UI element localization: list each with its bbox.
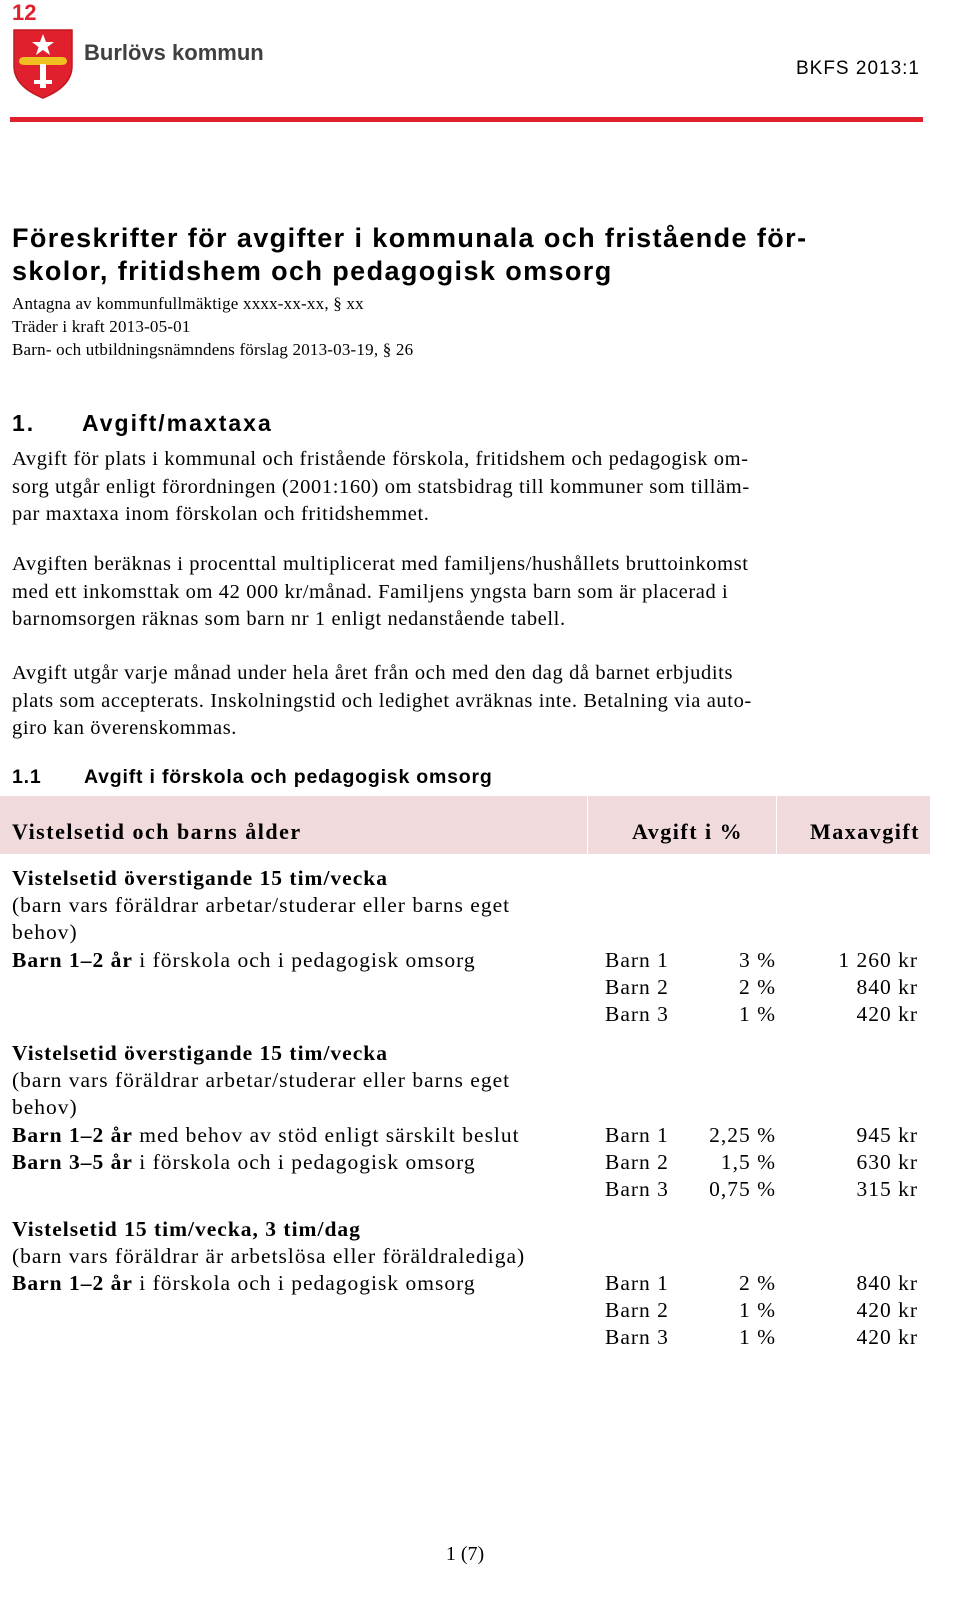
meta-proposal: Barn- och utbildningsnämndens förslag 2013-03-19, § 26 (12, 340, 414, 359)
burlov-coat-of-arms-logo (10, 26, 76, 100)
section-heading (12, 410, 273, 437)
max-fee: 630 kr (856, 1150, 918, 1174)
paragraph-line: plats som accepterats. Inskolningstid och ledighet avräknas inte. Betalning via auto- (12, 689, 752, 712)
document-title-line: skolor, fritidshem och pedagogisk omsorg (12, 256, 613, 286)
row-label (12, 1149, 476, 1176)
paragraph-line: barnomsorgen räknas som barn nr 1 enligt nedanstående tabell. (12, 608, 566, 630)
row-label-text: i förskola och i pedagogisk omsorg (132, 948, 476, 972)
document-id: BKFS 2013:1 (795, 58, 920, 79)
group-note: (barn vars föräldrar arbetar/studerar eller barns eget (12, 1068, 511, 1092)
paragraph (12, 660, 927, 743)
paragraph-line: med ett inkomsttak om 42 000 kr/månad. Familjens yngsta barn som är placerad i (12, 580, 729, 603)
child-number: Barn 1 (605, 1123, 669, 1147)
child-number: Barn 2 (605, 975, 669, 999)
child-number: Barn 2 (605, 1298, 669, 1322)
header-divider (10, 117, 923, 122)
subsection-heading (12, 766, 493, 789)
group-note: behov) (12, 920, 78, 944)
page-number: 12 (12, 0, 37, 25)
column-header-stay: Vistelsetid och barns ålder (12, 819, 302, 844)
row-label (12, 1122, 520, 1149)
child-number: Barn 3 (605, 1002, 669, 1026)
group-heading: Vistelsetid överstigande 15 tim/vecka (12, 866, 388, 890)
paragraph-line: par maxtaxa inom förskolan och fritidshemmet. (12, 503, 430, 525)
paragraph-line: sorg utgår enligt förordningen (2001:160) om statsbidrag till kommuner som tilläm- (12, 475, 750, 498)
fee-percent: 2 % (738, 975, 776, 999)
child-number: Barn 3 (605, 1177, 669, 1201)
child-number: Barn 1 (605, 1271, 669, 1295)
group-note: behov) (12, 1095, 78, 1119)
max-fee: 840 kr (856, 975, 918, 999)
fee-percent: 1 % (738, 1325, 776, 1349)
fee-percent: 2 % (738, 1271, 776, 1295)
paragraph-line: giro kan överenskommas. (12, 717, 238, 739)
fee-percent: 1,5 % (720, 1150, 776, 1174)
paragraph-line: Avgiften beräknas i procenttal multiplicerat med familjens/hushållets bruttoinkomst (12, 553, 749, 575)
max-fee: 420 kr (856, 1002, 918, 1026)
column-header-percent: Avgift i % (632, 819, 744, 844)
row-label-age: Barn 3–5 år (12, 1150, 133, 1174)
paragraph (12, 446, 927, 529)
max-fee: 420 kr (856, 1298, 918, 1322)
child-number: Barn 2 (605, 1150, 669, 1174)
fee-percent: 1 % (738, 1298, 776, 1322)
subsection-number: 1.1 (12, 766, 42, 788)
row-label-text: i förskola och i pedagogisk omsorg (132, 1150, 476, 1174)
group-note: (barn vars föräldrar arbetar/studerar eller barns eget (12, 893, 511, 917)
fee-percent: 1 % (738, 1002, 776, 1026)
row-label-age: Barn 1–2 år (12, 1271, 133, 1295)
meta-effective: Träder i kraft 2013-05-01 (12, 317, 191, 336)
organization-name: Burlövs kommun (84, 40, 264, 65)
child-number: Barn 3 (605, 1325, 669, 1349)
meta-adopted: Antagna av kommunfullmäktige xxxx-xx-xx, § xx (12, 294, 364, 313)
row-label (12, 1270, 476, 1297)
page-footer-number: 1 (7) (445, 1543, 485, 1565)
fee-percent: 2,25 % (709, 1123, 776, 1147)
max-fee: 945 kr (856, 1123, 918, 1147)
section-number: 1. (12, 410, 36, 436)
subsection-title: Avgift i förskola och pedagogisk omsorg (84, 766, 493, 788)
row-label (12, 947, 476, 974)
max-fee: 840 kr (856, 1271, 918, 1295)
paragraph (12, 551, 927, 634)
row-label-age: Barn 1–2 år (12, 948, 133, 972)
child-number: Barn 1 (605, 948, 669, 972)
row-label-text: i förskola och i pedagogisk omsorg (132, 1271, 476, 1295)
group-note: (barn vars föräldrar är arbetslösa eller föräldralediga) (12, 1244, 526, 1268)
row-label-text: med behov av stöd enligt särskilt beslut (132, 1123, 520, 1147)
fee-percent: 3 % (738, 948, 776, 972)
section-title: Avgift/maxtaxa (82, 410, 273, 436)
document-title (12, 222, 922, 288)
max-fee: 420 kr (856, 1325, 918, 1349)
group-heading: Vistelsetid 15 tim/vecka, 3 tim/dag (12, 1217, 361, 1241)
fee-percent: 0,75 % (709, 1177, 776, 1201)
row-label-age: Barn 1–2 år (12, 1123, 133, 1147)
max-fee: 1 260 kr (838, 948, 918, 972)
group-heading: Vistelsetid överstigande 15 tim/vecka (12, 1041, 388, 1065)
paragraph-line: Avgift utgår varje månad under hela året från och med den dag då barnet erbjudits (12, 662, 734, 684)
paragraph-line: Avgift för plats i kommunal och fristående förskola, fritidshem och pedagogisk om- (12, 448, 749, 470)
column-header-max: Maxavgift (809, 819, 920, 844)
max-fee: 315 kr (856, 1177, 918, 1201)
document-title-line: Föreskrifter för avgifter i kommunala och fristående för- (12, 223, 808, 253)
